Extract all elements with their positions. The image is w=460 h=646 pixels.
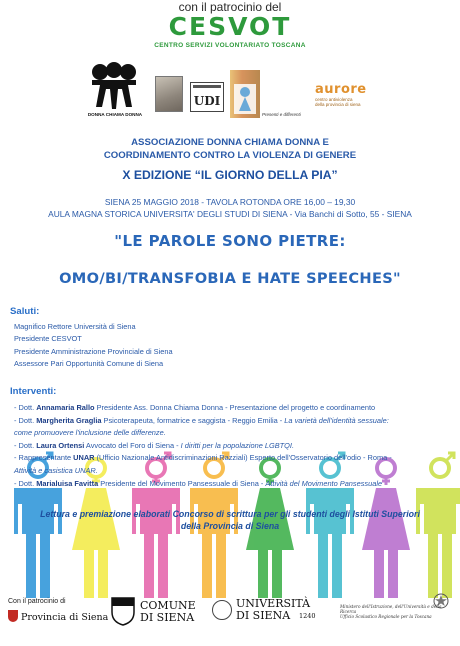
unisi-line-2: DI SIENA: [236, 609, 291, 622]
edition-title: X EDIZIONE “IL GIORNO DELLA PIA”: [122, 168, 338, 182]
saluti-item: Presidente CESVOT: [14, 334, 82, 344]
intervento-item: [14, 402, 454, 415]
speaker-name: Laura Ortensi: [36, 440, 85, 450]
patrocinio-header: con il patrocinio del: [178, 0, 282, 14]
interventi-list: [14, 402, 454, 490]
ministero-text: [340, 604, 452, 619]
portrait-photo-logo: [155, 76, 183, 112]
intervento-item: [14, 478, 454, 491]
speaker-prefix: - Dott.: [14, 478, 37, 488]
intervento-item: [14, 452, 454, 465]
lettura-premiazione: [0, 508, 460, 532]
event-date-time: SIENA 25 MAGGIO 2018 - TAVOLA ROTONDA ORE 16,00 – 19,30: [104, 197, 356, 207]
aurore-caption-2: della provincia di siena: [315, 102, 361, 107]
talk-title: I diritti per la popolazione LGBTQI.: [180, 440, 295, 450]
dcd-caption: DONNA CHIAMA DONNA: [87, 112, 143, 117]
intervento-item: [14, 415, 454, 428]
speaker-role: Presidente del Movimento Pansessuale di Siena -: [98, 478, 266, 488]
provincia-logo: [8, 610, 108, 623]
speaker-name: Marialuisa Favitta: [36, 478, 99, 488]
lettura-line-1: Lettura e premiazione elaborati Concorso di scrittura per gli studenti degli Istituti Superiori: [40, 509, 420, 519]
assoc-line-1: ASSOCIAZIONE DONNA CHIAMA DONNA E: [131, 137, 329, 148]
comune-shield-icon: [110, 596, 136, 626]
comune-text: [140, 600, 196, 624]
rainbow-caption: Presenti e differenti: [262, 112, 301, 117]
cesvot-subtitle: CENTRO SERVIZI VOLONTARIATO TOSCANA: [154, 42, 306, 49]
speaker-prefix: - Dott.: [14, 440, 37, 450]
udi-logo: [190, 82, 224, 112]
comune-line-2: DI SIENA: [140, 611, 195, 624]
university-seal-icon: [212, 600, 232, 620]
aurore-caption-1: centro antiviolenza: [315, 97, 353, 102]
footer-patrocinio: Con il patrocinio di: [8, 598, 66, 605]
speaker-prefix: - Dott.: [14, 415, 37, 425]
presenti-differenti-logo: [230, 70, 260, 118]
speaker-prefix: - Dott.: [14, 403, 37, 412]
interventi-heading: Interventi:: [10, 386, 57, 397]
lettura-line-2: della Provincia di Siena: [180, 521, 280, 531]
unisi-line-1: UNIVERSITÀ: [236, 597, 311, 610]
speaker-role: Avvocato del Foro di Siena -: [84, 440, 181, 450]
speaker-role: (Ufficio Nazionale Antidiscriminazioni Razziali) Esperto dell'Osservatorio dell'odio - Roma -: [94, 453, 392, 463]
cesvot-logo-text: CESVOT: [168, 12, 292, 41]
aurore-word: aurore: [315, 82, 367, 97]
talk-title: La varietà dell'identità sessuale:: [284, 415, 389, 425]
saluti-item: Assessore Pari Opportunità Comune di Siena: [14, 359, 164, 369]
saluti-item: Magnifico Rettore Università di Siena: [14, 322, 136, 331]
donna-chiama-donna-logo: [86, 62, 142, 114]
association-heading: [0, 136, 460, 162]
event-details: [0, 196, 460, 220]
speaker-name: Annamaria Rallo: [36, 403, 95, 412]
comune-line-1: COMUNE: [140, 599, 196, 612]
assoc-line-2: COORDINAMENTO CONTRO LA VIOLENZA DI GENERE: [103, 150, 357, 161]
university-year: 1240: [299, 612, 316, 620]
ministero-line-1: Ministero dell'Istruzione, dell'Università e della Ricerca: [340, 604, 442, 614]
talk-title-cont: come promuovere l'inclusione delle differenze.: [14, 428, 166, 438]
talk-title-cont: Attività e casistica UNAR.: [14, 465, 98, 475]
aurore-logo: [315, 82, 375, 107]
provincia-crest-icon: [8, 610, 18, 622]
ministero-line-2: Ufficio Scolastico Regionale per la Toscana: [340, 614, 432, 619]
saluti-list: [14, 321, 173, 371]
speaker-name: UNAR: [73, 453, 95, 463]
speaker-role: Psicoterapeuta, formatrice e saggista - Reggio Emilia -: [101, 415, 285, 425]
speaker-role: Presidente Ass. Donna Chiama Donna - Presentazione del progetto e coordinamento: [94, 403, 376, 412]
intervento-item: [14, 440, 454, 453]
udi-text: UDI: [193, 94, 221, 108]
main-title-line-2: OMO/BI/TRANSFOBIA E HATE SPEECHES": [59, 270, 401, 287]
intervento-item-cont: [14, 465, 454, 478]
speaker-prefix: - Rappresentante: [14, 453, 74, 463]
saluti-heading: Saluti:: [10, 306, 40, 317]
speaker-name: Margherita Graglia: [36, 415, 102, 425]
talk-title: Attività del Movimento Pansessuale: [265, 478, 383, 488]
saluti-item: Presidente Amministrazione Provinciale di Siena: [14, 346, 173, 356]
main-title-line-1: "LE PAROLE SONO PIETRE:: [114, 232, 346, 250]
event-location: AULA MAGNA STORICA UNIVERSITA' DEGLI STUDI DI SIENA - Via Banchi di Sotto, 55 - SIENA: [48, 209, 412, 219]
intervento-item-cont: [14, 427, 454, 440]
provincia-text: Provincia di Siena: [21, 612, 109, 623]
